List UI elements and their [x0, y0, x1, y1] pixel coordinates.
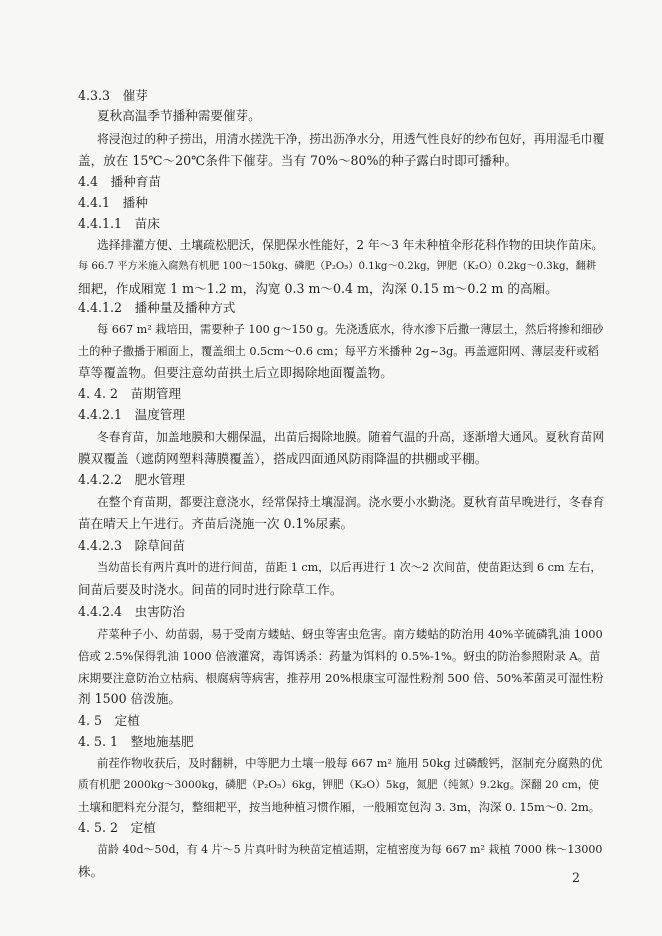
paragraph-line: 芹菜种子小、幼苗弱，易于受南方蝼蛄、蚜虫等害虫危害。南方蝼蛄的防治用 40%辛硫磷乳油 1000	[97, 627, 603, 641]
section-heading: 4.4.1 播种	[78, 195, 148, 210]
paragraph-line: 前茬作物收获后，及时翻耕，中等肥力土壤一般每 667 m² 施用 50kg 过磷酸钙，沤制充分腐熟的优	[97, 756, 603, 770]
paragraph-line: 选择排灌方便、土壤疏松肥沃，保肥保水性能好，2 年～3 年未种植伞形花科作物的田块作苗床。	[97, 238, 604, 252]
paragraph-line: 每 66.7 平方米施入腐熟有机肥 100～150kg、磷肥（P₂O₅）0.1kg～0.2kg，钾肥（K₂O）0.2kg～0.3kg，翻耕	[78, 261, 597, 272]
paragraph-line: 细耙，作成厢宽 1 m～1.2 m，沟宽 0.3 m～0.4 m，沟深 0.15 m～0.2 m 的高厢。	[78, 281, 558, 296]
section-heading: 4.4.2.1 温度管理	[78, 407, 186, 422]
section-heading: 4.4.1.2 播种量及播种方式	[78, 300, 236, 315]
section-heading: 4. 4. 2 苗期管理	[78, 386, 182, 401]
paragraph-line: 夏秋高温季节播种需要催芽。	[97, 108, 261, 123]
paragraph-line: 土壤和肥料充分混匀，整细耙平，按当地种植习惯作厢，一般厢宽包沟 3. 3m，沟深 0. 15m～0. 2m。	[78, 800, 601, 814]
paragraph-line: 株。	[78, 864, 104, 879]
section-heading: 4.4.2.3 除草间苗	[78, 538, 186, 553]
section-heading: 4.4.2.4 虫害防治	[78, 604, 186, 619]
paragraph-line: 每 667 m² 栽培田，需要种子 100 g～150 g。先浇透底水，待水渗下后撒一薄层土，然后将掺和细砂	[97, 323, 604, 336]
paragraph-line: 将浸泡过的种子捞出，用清水搓洗干净，捞出沥净水分，用透气性良好的纱布包好，再用湿毛巾覆	[97, 132, 605, 146]
paragraph-line: 床期要注意防治立枯病、根腐病等病害，推荐用 20%根康宝可湿性粉剂 500 倍、50%苯菌灵可湿性粉	[78, 671, 604, 685]
section-heading: 4.3.3 催芽	[78, 88, 148, 103]
paragraph-line: 倍或 2.5%保得乳油 1000 倍液灌窝，毒饵诱杀：药量为饵料的 0.5%-1%。蚜虫的防治参照附录 A。苗	[78, 649, 601, 663]
paragraph-line: 草等覆盖物。但要注意幼苗拱土后立即揭除地面覆盖物。	[78, 365, 393, 380]
paragraph-line: 膜双覆盖（遮荫网塑料薄膜覆盖），搭成四面通风防雨降温的拱棚或平棚。	[78, 451, 488, 466]
paragraph-line: 剂 1500 倍泼施。	[78, 691, 182, 706]
section-heading: 4.4 播种育苗	[78, 174, 161, 189]
paragraph-line: 土的种子撒播于厢面上，覆盖细土 0.5cm～0.6 cm；每平方米播种 2g~3g。再盖遮阳网、薄层麦秆或稻	[78, 345, 599, 358]
section-heading: 4.4.2.2 肥水管理	[78, 472, 186, 487]
section-heading: 4. 5. 2 定植	[78, 820, 156, 835]
paragraph-line: 在整个育苗期，都要注意浇水，经常保持土壤湿润。浇水要小水勤浇。夏秋育苗早晚进行，冬春育	[97, 495, 605, 509]
section-heading: 4.4.1.1 苗床	[78, 216, 160, 231]
paragraph-line: 苗在晴天上午进行。齐苗后浇施一次 0.1%尿素。	[78, 516, 354, 531]
paragraph-line: 苗龄 40d～50d，有 4 片～5 片真叶时为秧苗定植适期，定植密度为每 667 m² 栽植 7000 株～13000	[97, 843, 603, 856]
paragraph-line: 间苗后要及时浇水。间苗的同时进行除草工作。	[78, 582, 343, 597]
paragraph-line: 质有机肥 2000kg～3000kg，磷肥（P₂O₅）6kg，钾肥（K₂O）5kg，氮肥（纯氮）9.2kg。深翻 20 cm，使	[78, 779, 599, 791]
paragraph-line: 盖，放在 15℃～20℃条件下催芽。当有 70%～80%的种子露白时即可播种。	[78, 153, 518, 168]
page-number: 2	[572, 870, 581, 885]
paragraph-line: 当幼苗长有两片真叶的进行间苗，苗距 1 cm，以后再进行 1 次～2 次间苗，使苗距达到 6 cm 左右，	[97, 561, 602, 574]
paragraph-line: 冬春育苗，加盖地膜和大棚保温，出苗后揭除地膜。随着气温的升高，逐渐增大通风。夏秋育苗网	[97, 430, 605, 444]
section-heading: 4. 5 定植	[78, 713, 140, 728]
section-heading: 4. 5. 1 整地施基肥	[78, 734, 194, 749]
